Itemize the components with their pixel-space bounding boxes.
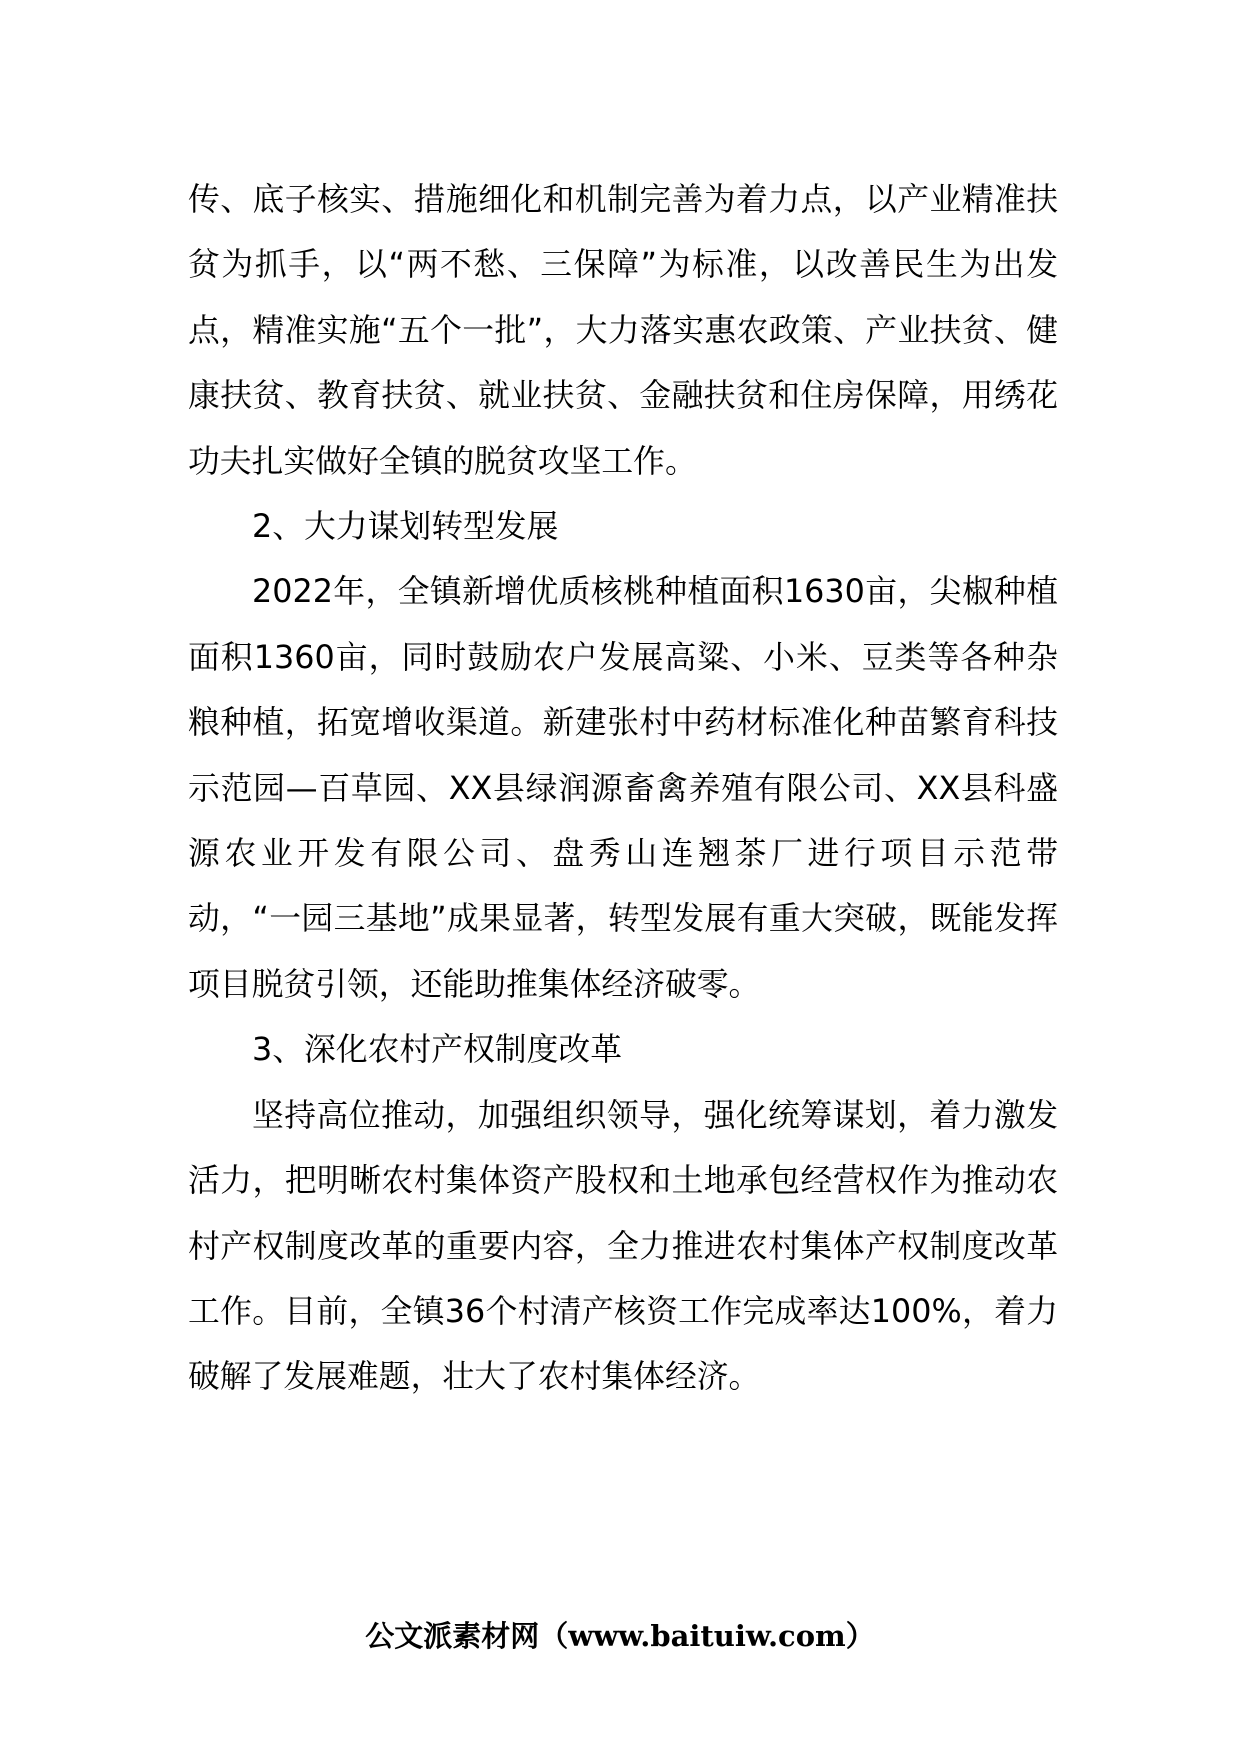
footer-watermark: 公文派素材网（www.baituiw.com） (365, 1619, 875, 1653)
section-heading-property-reform: 3、深化农村产权制度改革 (252, 1031, 622, 1069)
document-body (188, 167, 1058, 1410)
paragraph-transformation: 2022年，全镇新增优质核桃种植面积1630亩，尖椒种植面积1360亩，同时鼓励农户发展高粱、小米、豆类等各种杂粮种植，拓宽增收渠道。新建张村中药材标准化种苗繁育科技示范园—百草园、XX县绿润源畜禽养殖有限公司、XX县科盛源农业开发有限公司、盘秀山连翘茶厂进行项目示范带动，“一园三基地”成果显著，转型发展有重大突破，既能发挥项目脱贫引领，还能助推集体经济破零。 (188, 573, 1058, 1003)
paragraph-continued: 传、底子核实、措施细化和机制完善为着力点，以产业精准扶贫为抓手，以“两不愁、三保障”为标准，以改善民生为出发点，精准实施“五个一批”，大力落实惠农政策、产业扶贫、健康扶贫、教育扶贫、就业扶贫、金融扶贫和住房保障，用绣花功夫扎实做好全镇的脱贫攻坚工作。 (188, 181, 1058, 480)
section-heading-transformation: 2、大力谋划转型发展 (252, 508, 559, 546)
paragraph-property-reform: 坚持高位推动，加强组织领导，强化统筹谋划，着力激发活力，把明晰农村集体资产股权和土地承包经营权作为推动农村产权制度改革的重要内容，全力推进农村集体产权制度改革工作。目前，全镇36个村清产核资工作完成率达100%，着力破解了发展难题，壮大了农村集体经济。 (188, 1096, 1058, 1396)
